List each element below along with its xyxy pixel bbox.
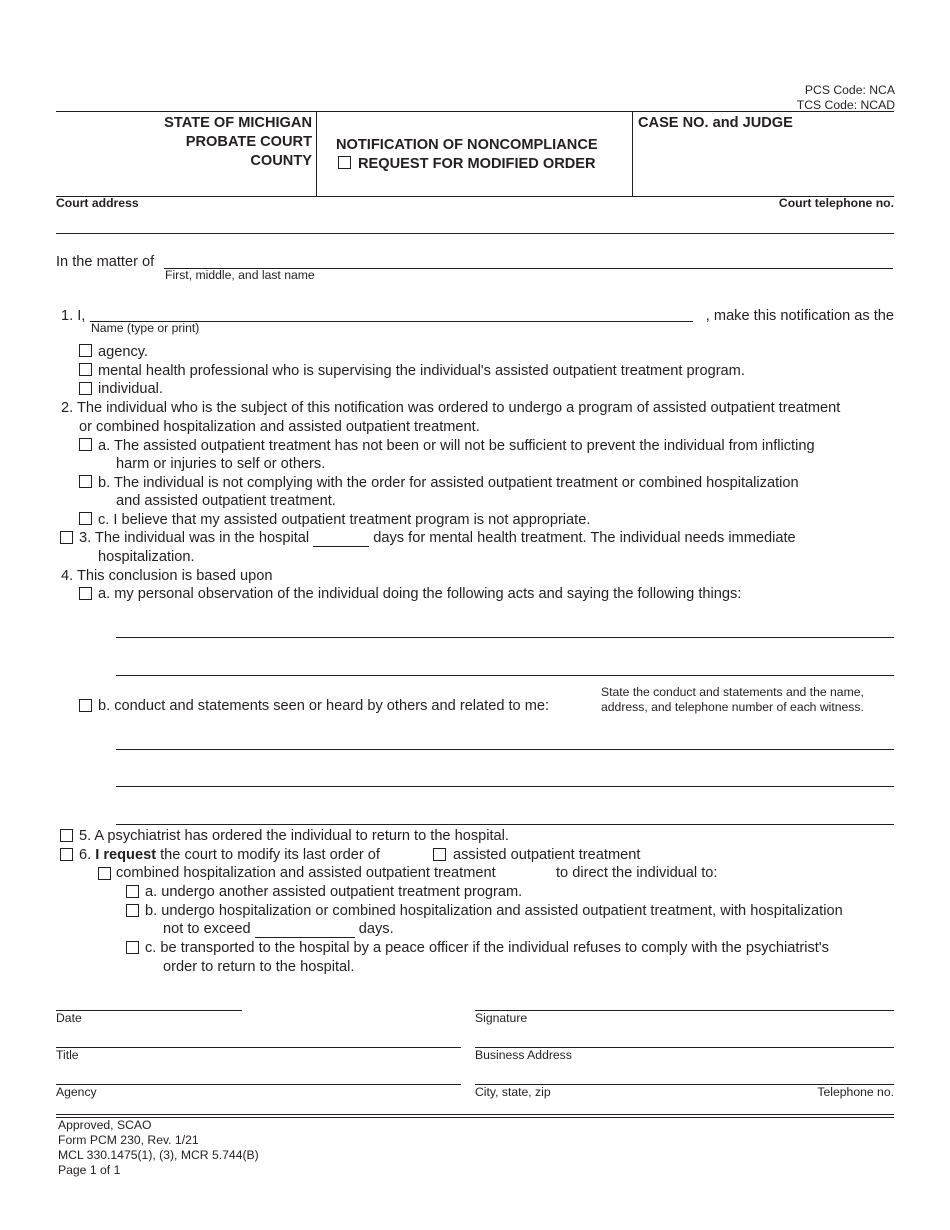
form-subtitle: REQUEST FOR MODIFIED ORDER xyxy=(358,156,596,172)
agency-checkbox[interactable] xyxy=(79,344,92,357)
item3-days-input[interactable] xyxy=(313,533,369,547)
item4b-checkbox[interactable] xyxy=(79,699,92,712)
item4b-answer-line-2[interactable] xyxy=(116,786,894,787)
footer-rule-2 xyxy=(56,1117,894,1118)
pcs-code: PCS Code: NCA xyxy=(804,83,895,97)
case-judge-label: CASE NO. and JUDGE xyxy=(638,115,793,131)
combined-order-checkbox[interactable] xyxy=(98,867,111,880)
item3-line1 xyxy=(79,529,796,547)
item6b-checkbox[interactable] xyxy=(126,904,139,917)
item2c-checkbox[interactable] xyxy=(79,512,92,525)
agency-label: Agency xyxy=(56,1085,97,1099)
modified-order-checkbox[interactable] xyxy=(338,156,351,169)
item2b-line2: and assisted outpatient treatment. xyxy=(116,493,336,509)
item4b-answer-line-3[interactable] xyxy=(116,824,894,825)
aot-order-checkbox[interactable] xyxy=(433,848,446,861)
item1-trail: , make this notification as the xyxy=(705,308,894,324)
item6-number: 6. xyxy=(79,847,92,863)
approved-label: Approved, SCAO xyxy=(58,1118,152,1132)
signature-line[interactable] xyxy=(475,1010,894,1011)
court-address-label: Court address xyxy=(56,196,139,210)
item4a-answer-line-1[interactable] xyxy=(116,637,894,638)
business-address-label: Business Address xyxy=(475,1048,572,1062)
date-line[interactable] xyxy=(56,1010,242,1011)
item2b-checkbox[interactable] xyxy=(79,475,92,488)
item6c-checkbox[interactable] xyxy=(126,941,139,954)
item6-bold-request: I request xyxy=(95,847,157,863)
title-label: Title xyxy=(56,1048,79,1062)
item4b-note-line2: address, and telephone number of each witness. xyxy=(601,700,864,714)
item4a-answer-line-2[interactable] xyxy=(116,675,894,676)
item6-checkbox[interactable] xyxy=(60,848,73,861)
mental-health-professional-checkbox[interactable] xyxy=(79,363,92,376)
agency-line[interactable] xyxy=(56,1084,461,1085)
state-label: STATE OF MICHIGAN xyxy=(164,115,312,131)
item2a-line1: a. The assisted outpatient treatment has not been or will not be sufficient to prevent the individual from inflicting xyxy=(98,438,815,454)
item4b-text: b. conduct and statements seen or heard by others and related to me: xyxy=(98,698,550,714)
item6-rest: the court to modify its last order of xyxy=(160,847,380,863)
agency-option: agency. xyxy=(98,344,149,360)
item6-line1 xyxy=(79,846,380,864)
header-bottom-rule xyxy=(56,196,894,197)
item5-checkbox[interactable] xyxy=(60,829,73,842)
item6b-prefix: not to exceed xyxy=(163,921,251,937)
item6c-line2: order to return to the hospital. xyxy=(163,959,355,975)
signature-label: Signature xyxy=(475,1011,528,1025)
item2-line1: 2. The individual who is the subject of this notification was ordered to undergo a program of assisted outpatient treatment xyxy=(61,400,841,416)
item6a-checkbox[interactable] xyxy=(126,885,139,898)
individual-option: individual. xyxy=(98,381,163,397)
item4b-answer-line-1[interactable] xyxy=(116,749,894,750)
item4-line1: 4. This conclusion is based upon xyxy=(61,568,273,584)
form-number: Form PCM 230, Rev. 1/21 xyxy=(58,1133,199,1147)
item6b-line2 xyxy=(163,920,394,938)
item6a-text: a. undergo another assisted outpatient treatment program. xyxy=(145,884,523,900)
title-line[interactable] xyxy=(56,1047,461,1048)
item3-checkbox[interactable] xyxy=(60,531,73,544)
court-telephone-label: Court telephone no. xyxy=(778,196,894,210)
item6b-line1: b. undergo hospitalization or combined hospitalization and assisted outpatient treatment, with hospitalization xyxy=(145,903,843,919)
item5-text: 5. A psychiatrist has ordered the individual to return to the hospital. xyxy=(79,828,509,844)
item4b-note-line1: State the conduct and statements and the name, xyxy=(601,685,864,699)
item2c-text: c. I believe that my assisted outpatient treatment program is not appropriate. xyxy=(98,512,591,528)
item3-suffix: days for mental health treatment. The individual needs immediate xyxy=(373,530,796,546)
item6b-suffix: days. xyxy=(358,921,394,937)
item6c-line1: c. be transported to the hospital by a peace officer if the individual refuses to comply with the psychiatrist's xyxy=(145,940,829,956)
item4a-checkbox[interactable] xyxy=(79,587,92,600)
combined-order-option: combined hospitalization and assisted outpatient treatment xyxy=(116,865,496,881)
item2a-line2: harm or injuries to self or others. xyxy=(116,456,326,472)
court-label: PROBATE COURT xyxy=(185,134,312,150)
item4a-text: a. my personal observation of the individual doing the following acts and saying the following things: xyxy=(98,586,742,602)
individual-checkbox[interactable] xyxy=(79,382,92,395)
tcs-code: TCS Code: NCAD xyxy=(796,98,895,112)
item1-lead: 1. I, xyxy=(61,308,86,324)
item2a-checkbox[interactable] xyxy=(79,438,92,451)
header-divider-right xyxy=(632,111,633,196)
header-top-rule xyxy=(56,111,894,112)
county-label: COUNTY xyxy=(250,153,312,169)
item2-line2: or combined hospitalization and assisted outpatient treatment. xyxy=(79,419,480,435)
matter-label: In the matter of xyxy=(56,254,155,270)
page-number: Page 1 of 1 xyxy=(58,1163,121,1177)
item3-line2: hospitalization. xyxy=(98,549,195,565)
city-state-zip-label: City, state, zip xyxy=(475,1085,551,1099)
item6b-days-input[interactable] xyxy=(255,924,355,938)
mental-health-professional-option: mental health professional who is supervising the individual's assisted outpatient treatment program. xyxy=(98,363,745,379)
header-divider-left xyxy=(316,111,317,196)
form-title: NOTIFICATION OF NONCOMPLIANCE xyxy=(336,137,598,153)
date-label: Date xyxy=(56,1011,82,1025)
item6-direct-text: to direct the individual to: xyxy=(556,865,718,881)
aot-order-option: assisted outpatient treatment xyxy=(453,847,641,863)
matter-name-hint: First, middle, and last name xyxy=(165,268,315,282)
footer-rule-1 xyxy=(56,1114,894,1115)
item3-prefix: 3. The individual was in the hospital xyxy=(79,530,310,546)
item1-name-hint: Name (type or print) xyxy=(91,321,200,335)
statute-reference: MCL 330.1475(1), (3), MCR 5.744(B) xyxy=(58,1148,259,1162)
telephone-label: Telephone no. xyxy=(817,1085,894,1099)
item2b-line1: b. The individual is not complying with the order for assisted outpatient treatment or combined hospitalization xyxy=(98,475,799,491)
court-address-rule xyxy=(56,233,894,234)
